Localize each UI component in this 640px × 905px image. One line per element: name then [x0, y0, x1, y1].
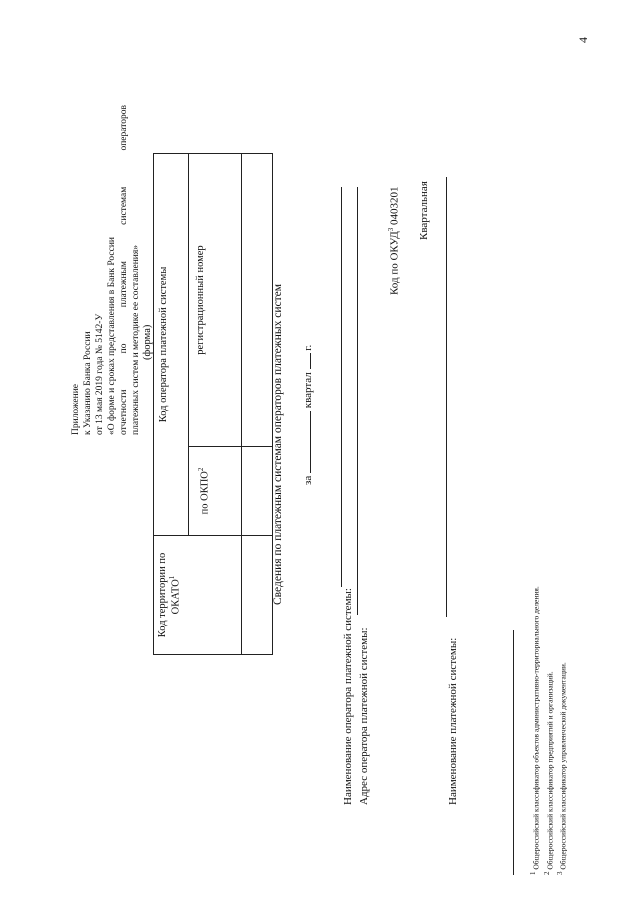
footnote-number: 2	[542, 871, 551, 875]
footnote-item	[542, 586, 556, 875]
appendix-line: к Указанию Банка России	[83, 331, 93, 435]
period-year-suffix: г.	[302, 344, 314, 351]
system-name-line[interactable]	[446, 177, 447, 617]
footnote-item	[528, 586, 542, 875]
appendix-line: «О форме и сроках представления в Банк России	[107, 236, 117, 435]
footnote-separator	[513, 630, 514, 875]
appendix-line: Приложение	[71, 384, 81, 435]
year-blank[interactable]	[300, 353, 311, 369]
okpo-value-cell[interactable]	[242, 447, 273, 536]
footnote-ref: 1	[168, 575, 176, 580]
operator-name-line[interactable]	[341, 187, 342, 587]
periodicity-label: Квартальная	[418, 181, 430, 240]
report-period	[300, 345, 314, 485]
report-title: Сведения по платежным системам операторов платежных систем	[272, 284, 284, 605]
okato-header: Код территории по ОКАТО	[157, 552, 182, 638]
okato-value-cell[interactable]	[242, 536, 273, 655]
footnote-text: Общероссийский классификатор объектов административно-территориального деления.	[531, 586, 541, 870]
appendix-line: от 13 мая 2019 года № 5142-У	[95, 313, 105, 435]
footnote-ref: 3	[387, 227, 395, 232]
page-number: 4	[576, 37, 590, 43]
reg-number-header-cell	[189, 154, 242, 447]
system-name-label: Наименование платежной системы:	[447, 637, 459, 805]
reg-number-value-cell[interactable]	[242, 154, 273, 447]
form-label: (форма)	[142, 324, 153, 360]
okpo-header-cell	[189, 447, 242, 536]
period-prefix: за	[302, 475, 314, 485]
footnote-number: 3	[556, 871, 564, 875]
okud-value: 0403201	[388, 186, 401, 226]
appendix-line: отчетности по платежным системам операторов	[119, 105, 129, 435]
operator-address-label: Адрес оператора платежной системы:	[358, 627, 370, 805]
okud-prefix: Код по ОКУД	[388, 231, 401, 295]
operator-code-header-cell	[154, 154, 189, 536]
okpo-header: по ОКПО	[199, 471, 211, 515]
okato-header-cell	[154, 536, 242, 655]
footnote-ref: 2	[197, 467, 205, 472]
operator-code-header: Код оператора платежной системы	[158, 266, 169, 423]
quarter-number-blank[interactable]	[300, 411, 311, 473]
footnote-text: Общероссийский классификатор предприятий и организаций.	[545, 671, 554, 870]
reg-number-header: регистрационный номер	[195, 245, 206, 355]
operator-name-label: Наименование оператора платежной системы:	[342, 588, 354, 805]
okud-code	[387, 187, 401, 295]
appendix-line: платежных систем и методике ее составления»	[131, 245, 141, 435]
codes-table	[153, 153, 273, 655]
period-quarter-word: квартал	[302, 372, 314, 409]
footnote-text: Общероссийский классификатор управленческой документации.	[558, 662, 568, 870]
operator-address-line[interactable]	[357, 187, 358, 615]
appendix-header	[70, 15, 142, 435]
footnote-number: 1	[529, 871, 537, 875]
footnote-item	[555, 586, 569, 875]
footnotes	[528, 586, 569, 875]
